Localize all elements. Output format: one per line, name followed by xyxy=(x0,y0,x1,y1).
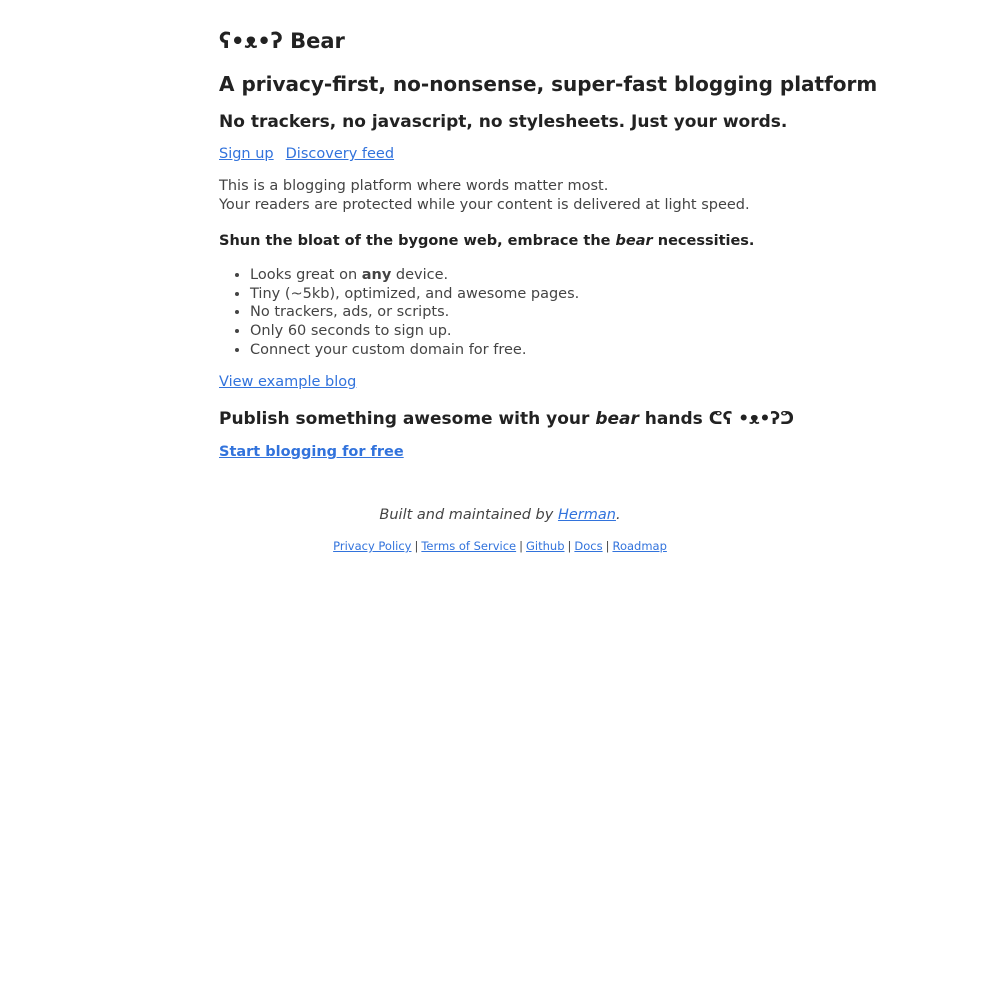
feature-item xyxy=(250,266,579,285)
subtagline-heading: No trackers, no javascript, no stylesheets. Just your words. xyxy=(219,112,788,132)
feature-item: • Tiny (~5kb), optimized, and awesome pages. xyxy=(250,285,579,304)
discovery-feed-link[interactable]: Discovery feed xyxy=(285,146,395,162)
feature-1-bold: any xyxy=(361,267,392,283)
brand-name: Bear xyxy=(290,29,345,53)
publish-text-after: hands xyxy=(638,409,709,429)
footer-links xyxy=(0,539,1000,554)
view-example-blog-link[interactable]: View example blog xyxy=(219,374,357,390)
bear-hands-emoticon: ᕦʕ •ᴥ•ʔᕤ xyxy=(708,409,795,429)
footer-credit-suffix: . xyxy=(615,507,621,523)
publish-emphasis: bear xyxy=(595,409,639,429)
necessities-text-before: Shun the bloat of the bygone web, embrace the xyxy=(219,233,616,249)
intro-line-1: This is a blogging platform where words matter most. xyxy=(219,178,609,194)
feature-1-after: device. xyxy=(391,267,449,283)
footer-separator: | xyxy=(567,539,572,553)
example-blog-row xyxy=(219,373,356,392)
privacy-policy-link[interactable]: Privacy Policy xyxy=(333,539,412,553)
necessities-text-after: necessities. xyxy=(652,233,755,249)
cta-row xyxy=(219,443,404,462)
necessities-heading xyxy=(219,232,754,251)
footer-credit xyxy=(0,506,1000,525)
feature-item: • Connect your custom domain for free. xyxy=(250,341,579,360)
start-blogging-link[interactable]: Start blogging for free xyxy=(219,444,404,460)
feature-list xyxy=(219,266,579,360)
footer-separator: | xyxy=(605,539,610,553)
footer-separator: | xyxy=(519,539,523,553)
footer-credit-prefix: Built and maintained by xyxy=(379,507,558,523)
intro-line-2: Your readers are protected while your content is delivered at light speed. xyxy=(219,196,750,213)
necessities-emphasis: bear xyxy=(615,233,653,249)
feature-item: • Only 60 seconds to sign up. xyxy=(250,322,579,341)
site-title xyxy=(219,28,345,55)
primary-nav xyxy=(219,145,394,164)
bear-logo-glyph: ʕ•ᴥ•ʔ xyxy=(219,29,283,53)
feature-item: • No trackers, ads, or scripts. xyxy=(250,303,579,322)
author-link[interactable]: Herman xyxy=(557,507,616,523)
footer-separator: | xyxy=(414,539,419,553)
publish-text-before: Publish something awesome with your xyxy=(219,409,596,429)
roadmap-link[interactable]: Roadmap xyxy=(612,539,667,553)
publish-heading xyxy=(219,408,794,430)
sign-up-link[interactable]: Sign up xyxy=(219,146,274,162)
terms-of-service-link[interactable]: Terms of Service xyxy=(421,539,517,553)
docs-link[interactable]: Docs xyxy=(574,539,603,553)
feature-1-before: Looks great on xyxy=(250,267,362,283)
github-link[interactable]: Github xyxy=(526,539,565,553)
intro-paragraph xyxy=(219,177,750,214)
tagline-heading: A privacy-first, no-nonsense, super-fast blogging platform xyxy=(219,72,878,96)
